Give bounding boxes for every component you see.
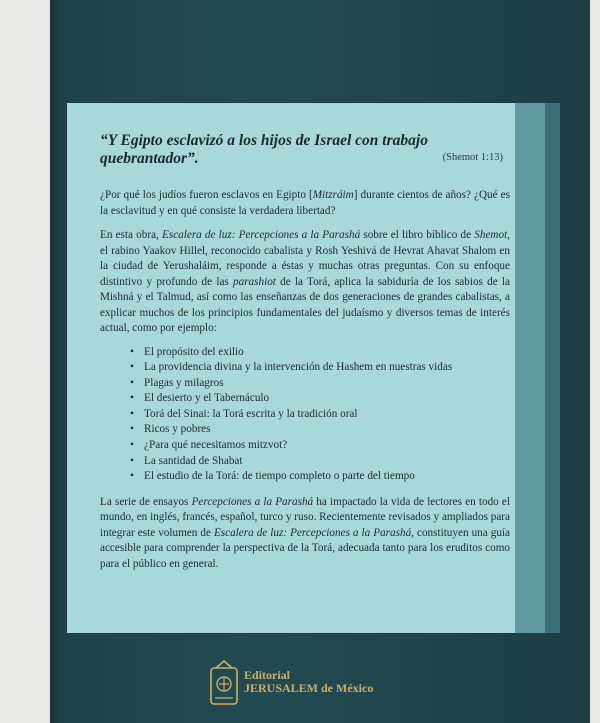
list-item: • El propósito del exilio [130, 345, 510, 361]
paragraph-1: ¿Por qué los judíos fueron esclavos en Egipto [Mitzráim] durante cientos de años? ¿Qué es la esclavitud y en qué consiste la verdadera libertad? [100, 189, 510, 217]
publisher-line-1: Editorial [244, 668, 291, 682]
list-item: • El estudio de la Torá: de tiempo completo o parte del tiempo [130, 469, 510, 485]
list-item: • La santidad de Shabat [130, 454, 510, 470]
list-item: • Plagas y milagros [130, 376, 510, 392]
list-item: • La providencia divina y la intervención de Hashem en nuestras vidas [130, 360, 510, 376]
epigraph-source: (Shemot 1:13) [442, 152, 503, 163]
paragraph-2: En esta obra, Escalera de luz: Percepciones a la Parashá sobre el libro bíblico de Shemot, el rabino Yaakov Hillel, reconocido cabalista y Rosh Yeshivá de Hevrat Ahavat Shalom en la ciudad de Yerushaláim, responde a éstas y muchas otras preguntas. Con su enfoque distintivo y profundo de las parashiot de la Torá, aplica la sabiduría de los sabios de la Mishná y el Talmud, así como las enseñanzas de dos generaciones de grandes cabalistas, a explicar muchos de los principios fundamentales del judaísmo y diversos temas de interés actual, como por ejemplo: [100, 229, 510, 334]
panel-side-strip [515, 103, 545, 633]
epigraph-quote: “Y Egipto esclavizó a los hijos de Israel con trabajo quebrantador”. [100, 132, 428, 167]
blurb-text [100, 188, 510, 581]
paragraph-3: La serie de ensayos Percepciones a la Parashá ha impactado la vida de lectores en todo el mundo, en inglés, francés, español, turco y ruso. Recientemente revisados y ampliados para integrar este volumen de Escalera de luz: Percepciones a la Parashá, constituyen una guía accesible para comprender la perspectiva de la Torá, adecuada tanto para los eruditos como para el público en general. [100, 495, 511, 570]
publisher-name [244, 669, 373, 695]
spine-shadow [50, 0, 60, 723]
list-item: • Ricos y pobres [130, 422, 510, 438]
publisher-line-2: JERUSALEM de México [244, 681, 374, 695]
publisher-logo-icon [210, 660, 238, 706]
list-item: • ¿Para qué necesitamos mitzvot? [130, 438, 510, 454]
list-item: • Torá del Sinai: la Torá escrita y la tradición oral [130, 407, 510, 423]
panel-edge-strip [545, 103, 560, 633]
list-item: • El desierto y el Tabernáculo [130, 391, 510, 407]
topics-list [100, 345, 510, 485]
